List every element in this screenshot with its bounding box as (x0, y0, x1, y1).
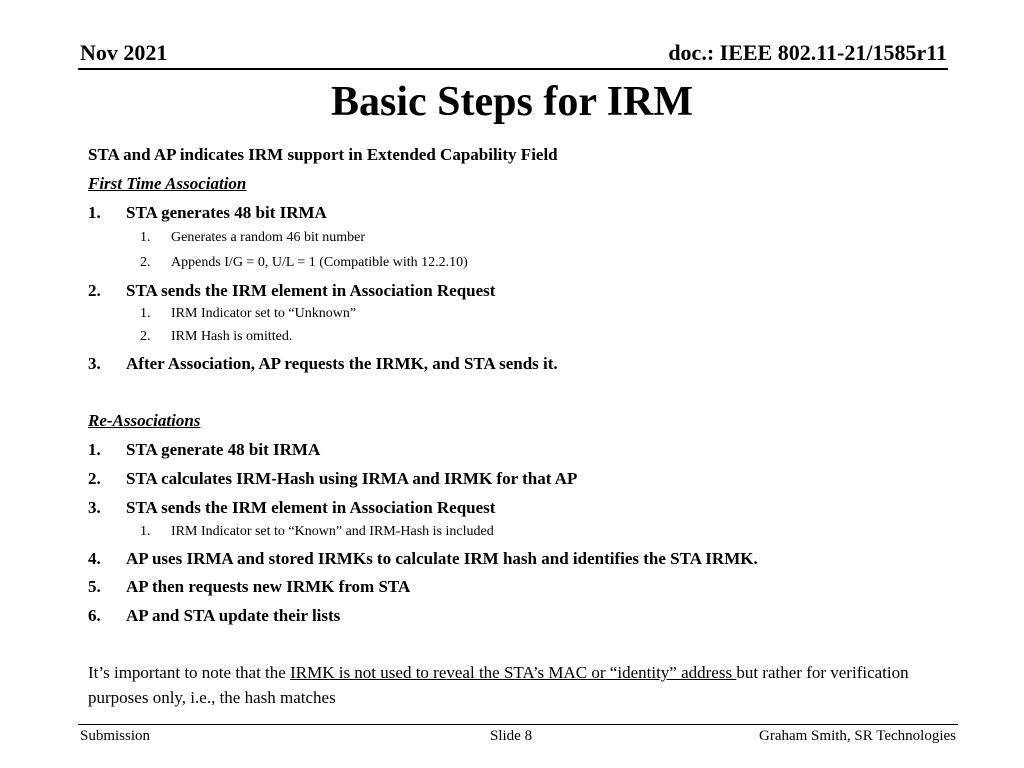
list-number: 4. (88, 549, 101, 568)
reassoc-item-5 (88, 577, 411, 597)
footer-divider (78, 724, 958, 725)
first-item-2-sub-2 (140, 329, 293, 345)
reassociations-heading: Re-Associations (88, 411, 201, 430)
list-number: 3. (88, 498, 101, 517)
list-text: STA sends the IRM element in Association Request (126, 498, 496, 517)
list-number: 5. (88, 577, 101, 596)
first-item-2 (88, 281, 496, 301)
list-number: 3. (88, 354, 101, 373)
sub-number: 1. (140, 524, 151, 539)
list-text: AP uses IRMA and stored IRMKs to calculate IRM hash and identifies the STA IRMK. (126, 549, 758, 568)
reassoc-item-3 (88, 498, 496, 518)
reassoc-item-6 (88, 606, 341, 626)
list-text: AP then requests new IRMK from STA (126, 577, 411, 596)
list-text: STA generate 48 bit IRMA (126, 440, 321, 459)
list-text: STA generates 48 bit IRMA (126, 203, 327, 222)
list-number: 6. (88, 606, 101, 625)
reassoc-item-4 (88, 549, 758, 569)
list-text: STA calculates IRM-Hash using IRMA and IRMK for that AP (126, 469, 578, 488)
footer-submission: Submission (80, 728, 151, 744)
first-item-2-sub-1 (140, 306, 357, 322)
list-number: 1. (88, 203, 101, 222)
header-date: Nov 2021 (80, 40, 168, 65)
sub-number: 1. (140, 306, 151, 321)
closing-note (88, 660, 948, 710)
sub-text: IRM Hash is omitted. (171, 329, 293, 344)
reassoc-item-2 (88, 469, 578, 489)
list-number: 1. (88, 440, 101, 459)
footer-slide-number: Slide 8 (490, 728, 533, 744)
list-number: 2. (88, 281, 101, 300)
reassoc-item-3-sub-1 (140, 524, 494, 540)
sub-text: Appends I/G = 0, U/L = 1 (Compatible with 12.2.10) (171, 255, 468, 270)
list-text: STA sends the IRM element in Association Request (126, 281, 496, 300)
reassoc-item-1 (88, 440, 321, 460)
sub-number: 2. (140, 255, 151, 270)
list-number: 2. (88, 469, 101, 488)
first-item-1 (88, 203, 327, 223)
intro-text: STA and AP indicates IRM support in Extended Capability Field (88, 145, 558, 164)
first-item-3 (88, 354, 558, 374)
first-association-heading: First Time Association (88, 174, 247, 193)
list-text: AP and STA update their lists (126, 606, 341, 625)
slide-title: Basic Steps for IRM (330, 79, 694, 125)
note-text: It’s important to note that the (88, 663, 291, 682)
sub-number: 2. (140, 329, 151, 344)
first-item-1-sub-1 (140, 230, 365, 246)
note-underlined-text: IRMK is not used to reveal the STA’s MAC or “identity” address (290, 663, 737, 682)
list-text: After Association, AP requests the IRMK, and STA sends it. (126, 354, 558, 373)
sub-text: Generates a random 46 bit number (171, 230, 365, 245)
note-text-end: but rather for verification purposes only, i.e., the hash matches (88, 663, 909, 707)
sub-text: IRM Indicator set to “Unknown” (171, 306, 357, 321)
header-doc-id: doc.: IEEE 802.11-21/1585r11 (668, 40, 947, 65)
first-item-1-sub-2 (140, 255, 468, 271)
sub-text: IRM Indicator set to “Known” and IRM-Hash is included (171, 524, 494, 539)
sub-number: 1. (140, 230, 151, 245)
footer-author: Graham Smith, SR Technologies (759, 728, 956, 744)
header-divider (78, 68, 948, 70)
